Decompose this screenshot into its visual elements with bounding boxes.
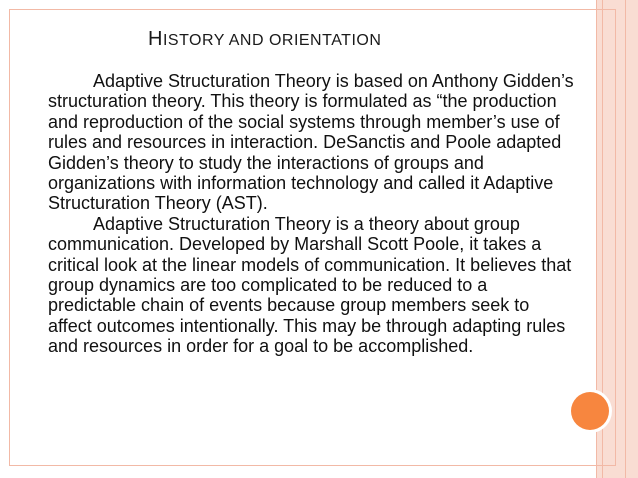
slide-title	[148, 28, 381, 51]
body-paragraph: Adaptive Structuration Theory is based on Anthony Gidden’s structuration theory. This theory is formulated as “the production and reproduction of the social systems through member’s use of rules and resources in interaction. DeSanctis and Poole adapted Gidden’s theory to study the interactions of groups and organizations with information technology and called it Adaptive Structuration Theory (AST).	[48, 71, 574, 214]
slide-title-initial: H	[148, 28, 163, 50]
slide-body	[48, 71, 576, 357]
body-paragraph: Adaptive Structuration Theory is a theory about group communication. Developed by Marshall Scott Poole, it takes a critical look at the linear models of communication. It believes that group dynamics are too complicated to be reduced to a predictable chain of events because group members seek to affect outcomes intentionally. This may be through adapting rules and resources in order for a goal to be accomplished.	[48, 213, 572, 357]
decorative-orange-circle	[571, 392, 609, 430]
slide-title-rest: ISTORY AND ORIENTATION	[162, 32, 382, 49]
decorative-rule	[625, 0, 626, 478]
